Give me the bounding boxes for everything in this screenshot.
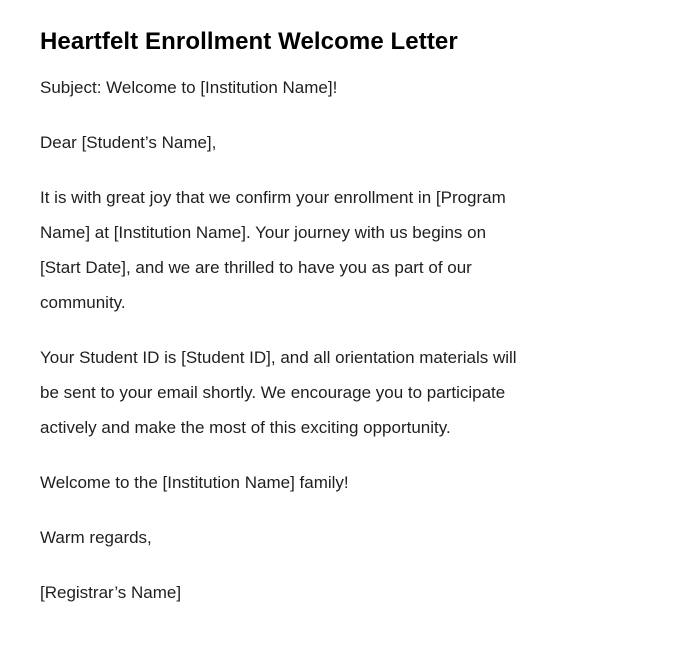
text-line: actively and make the most of this exciting opportunity. (40, 418, 451, 437)
letter-body (40, 70, 660, 610)
text-line: It is with great joy that we confirm your enrollment in [Program (40, 188, 506, 207)
document-title: Heartfelt Enrollment Welcome Letter (40, 28, 458, 55)
text-line: Dear [Student’s Name], (40, 133, 217, 152)
text-line: Warm regards, (40, 528, 152, 547)
text-line: Welcome to the [Institution Name] family! (40, 473, 349, 492)
paragraph (40, 125, 660, 160)
text-line: community. (40, 293, 126, 312)
text-line: Your Student ID is [Student ID], and all orientation materials will (40, 348, 517, 367)
text-line: [Start Date], and we are thrilled to have you as part of our (40, 258, 472, 277)
text-line: Subject: Welcome to [Institution Name]! (40, 78, 338, 97)
text-line: [Registrar’s Name] (40, 583, 182, 602)
paragraph (40, 180, 660, 320)
paragraph (40, 70, 660, 105)
paragraph (40, 575, 660, 610)
text-line: be sent to your email shortly. We encourage you to participate (40, 383, 506, 402)
text-line: Name] at [Institution Name]. Your journey with us begins on (40, 223, 487, 242)
paragraph (40, 520, 660, 555)
paragraph (40, 465, 660, 500)
paragraph (40, 340, 660, 445)
